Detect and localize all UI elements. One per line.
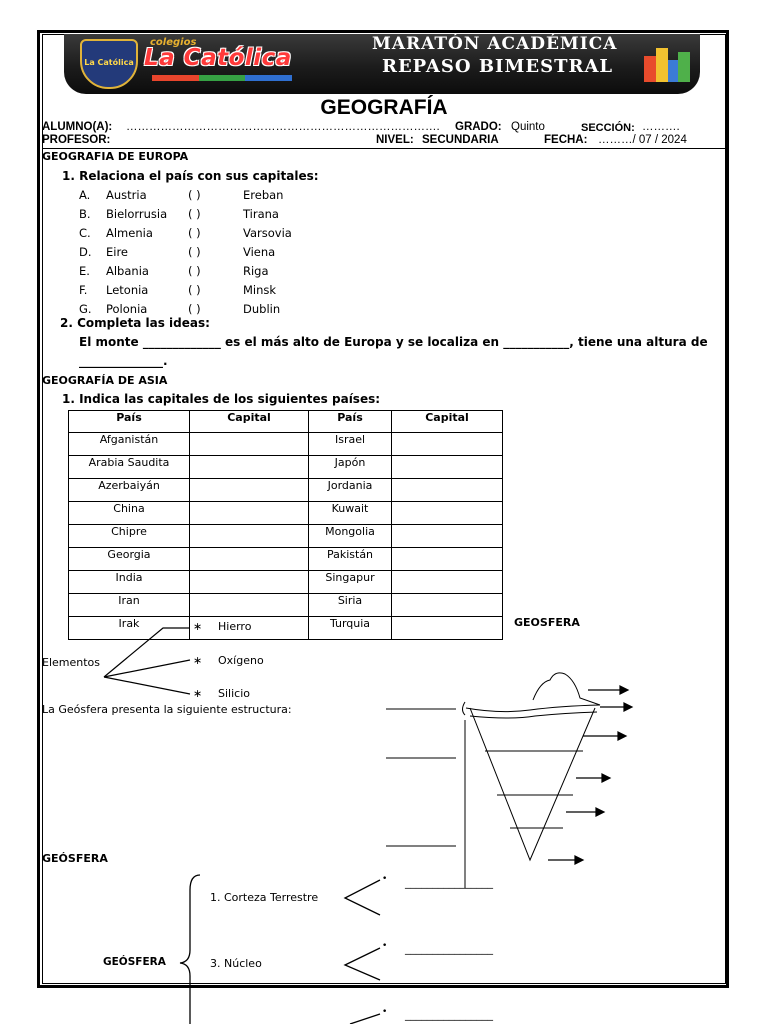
list-item-capital: Riga xyxy=(243,264,269,278)
header-banner xyxy=(64,34,700,94)
col-capital-1: Capital xyxy=(190,411,309,433)
alumno-label: ALUMNO(A): xyxy=(42,121,113,133)
bullet-icon: ∗ xyxy=(193,620,203,633)
country-cell: Mongolia xyxy=(309,525,392,548)
asia-q1: 1. Indica las capitales de los siguientes países: xyxy=(62,392,381,406)
country-cell: Chipre xyxy=(69,525,190,548)
capital-cell[interactable] xyxy=(392,548,503,571)
list-item-paren: ( ) xyxy=(188,226,201,240)
europa-q2-blank: ______________. xyxy=(79,354,168,368)
country-cell: Japón xyxy=(309,456,392,479)
col-capital-2: Capital xyxy=(392,411,503,433)
capital-cell[interactable] xyxy=(190,571,309,594)
list-item-letter: B. xyxy=(79,207,91,221)
table-row xyxy=(69,479,503,502)
list-item-paren: ( ) xyxy=(188,302,201,316)
country-cell: Azerbaiyán xyxy=(69,479,190,502)
elemento-oxigeno: Oxígeno xyxy=(218,654,264,667)
list-item-country: Polonia xyxy=(106,302,148,316)
list-item-paren: ( ) xyxy=(188,245,201,259)
level-inicial xyxy=(152,75,199,81)
subject-title: GEOGRAFÍA xyxy=(320,96,448,119)
dot-icon: • xyxy=(382,874,388,884)
europa-heading: GEOGRAFIA DE EUROPA xyxy=(42,150,189,163)
geosfera-heading-right: GEOSFERA xyxy=(514,616,580,629)
col-pais-1: País xyxy=(69,411,190,433)
country-cell: Jordania xyxy=(309,479,392,502)
country-cell: Arabia Saudita xyxy=(69,456,190,479)
seccion-label: SECCIÓN: xyxy=(581,122,635,134)
colegios-label: colegios xyxy=(150,37,197,48)
school-shield-logo xyxy=(80,39,138,89)
asia-heading: GEOGRAFÍA DE ASIA xyxy=(42,374,168,387)
table-row xyxy=(69,433,503,456)
capital-cell[interactable] xyxy=(190,479,309,502)
fecha-label: FECHA: xyxy=(544,134,588,146)
elemento-silicio: Silicio xyxy=(218,687,250,700)
info-divider xyxy=(42,148,726,149)
capital-cell[interactable] xyxy=(190,594,309,617)
geosfera-heading: GEÓSFERA xyxy=(42,852,108,865)
level-primaria xyxy=(199,75,246,81)
list-item-capital: Minsk xyxy=(243,283,277,297)
europa-q2-text: El monte _____________ es el más alto de Europa y se localiza en ___________, tiene una altura de xyxy=(79,335,708,349)
capital-cell[interactable] xyxy=(392,502,503,525)
table-row xyxy=(69,571,503,594)
dot-icon: • xyxy=(382,1007,388,1017)
list-item-country: Albania xyxy=(106,264,149,278)
grado-value: Quinto xyxy=(511,121,545,133)
capitals-table xyxy=(68,410,503,640)
list-item-paren: ( ) xyxy=(188,264,201,278)
bullet-icon: ∗ xyxy=(193,687,203,700)
list-item-capital: Viena xyxy=(243,245,276,259)
grado-label: GRADO: xyxy=(455,121,502,133)
list-item-letter: D. xyxy=(79,245,92,259)
nivel-label: NIVEL: xyxy=(376,134,414,146)
list-item-letter: A. xyxy=(79,188,91,202)
list-item-capital: Tirana xyxy=(243,207,279,221)
list-item-paren: ( ) xyxy=(188,283,201,297)
nivel-value: SECUNDARIA xyxy=(422,134,499,146)
capital-cell[interactable] xyxy=(190,433,309,456)
country-cell: Iran xyxy=(69,594,190,617)
brace-label: GEÓSFERA xyxy=(103,956,166,968)
list-item-paren: ( ) xyxy=(188,188,201,202)
list-item-letter: G. xyxy=(79,302,92,316)
table-row xyxy=(69,502,503,525)
country-cell: Israel xyxy=(309,433,392,456)
brand-name: La Católica xyxy=(144,45,292,71)
capital-cell[interactable] xyxy=(392,571,503,594)
table-row xyxy=(69,594,503,617)
capital-cell[interactable] xyxy=(190,548,309,571)
estructura-text: La Geósfera presenta la siguiente estructura: xyxy=(42,703,292,716)
country-cell: Irak xyxy=(69,617,190,640)
capitals-table-body xyxy=(69,433,503,640)
country-cell: Siria xyxy=(309,594,392,617)
country-cell: Georgia xyxy=(69,548,190,571)
seccion-value: ………. xyxy=(642,121,680,133)
capital-cell[interactable] xyxy=(190,525,309,548)
capital-cell[interactable] xyxy=(392,594,503,617)
europa-q1: 1. Relaciona el país con sus capitales: xyxy=(62,169,319,183)
list-item-country: Letonia xyxy=(106,283,149,297)
banner-title-1: MARATÓN ACADÉMICA xyxy=(372,34,618,54)
blank-line: ________________ xyxy=(405,942,493,955)
capital-cell[interactable] xyxy=(190,456,309,479)
capital-cell[interactable] xyxy=(392,479,503,502)
country-cell: Singapur xyxy=(309,571,392,594)
list-item-letter: F. xyxy=(79,283,88,297)
alumno-value: ………………………………………………………………………. xyxy=(126,121,440,133)
country-cell: Kuwait xyxy=(309,502,392,525)
list-item-capital: Dublin xyxy=(243,302,281,316)
list-item-country: Bielorrusia xyxy=(106,207,168,221)
layer-corteza: 1. Corteza Terrestre xyxy=(210,891,319,904)
level-secundaria xyxy=(245,75,292,81)
country-cell: China xyxy=(69,502,190,525)
shield-text: La Católica xyxy=(84,58,134,67)
list-item-letter: E. xyxy=(79,264,90,278)
levels-bar xyxy=(152,75,292,81)
list-item-country: Austria xyxy=(106,188,147,202)
elementos-label: Elementos xyxy=(42,656,101,669)
bullet-icon: ∗ xyxy=(193,654,203,667)
table-row xyxy=(69,456,503,479)
country-cell: India xyxy=(69,571,190,594)
blank-line: ________________ xyxy=(405,876,493,889)
list-item-capital: Varsovia xyxy=(243,226,292,240)
table-row xyxy=(69,548,503,571)
list-item-country: Almenia xyxy=(106,226,153,240)
elemento-hierro: Hierro xyxy=(218,620,252,633)
list-item-paren: ( ) xyxy=(188,207,201,221)
dot-icon: • xyxy=(382,941,388,951)
books-icon xyxy=(644,42,690,82)
profesor-label: PROFESOR: xyxy=(42,134,111,146)
table-row xyxy=(69,525,503,548)
europa-q2: 2. Completa las ideas: xyxy=(60,316,210,330)
list-item-letter: C. xyxy=(79,226,91,240)
capital-cell[interactable] xyxy=(392,525,503,548)
capital-cell[interactable] xyxy=(392,433,503,456)
country-cell: Afganistán xyxy=(69,433,190,456)
capital-cell[interactable] xyxy=(392,456,503,479)
country-cell: Turquia xyxy=(309,617,392,640)
fecha-value: ………/ 07 / 2024 xyxy=(598,134,687,146)
blank-line: ________________ xyxy=(405,1008,493,1021)
list-item-capital: Ereban xyxy=(243,188,284,202)
banner-title-2: REPASO BIMESTRAL xyxy=(382,56,614,77)
col-pais-2: País xyxy=(309,411,392,433)
capital-cell[interactable] xyxy=(190,502,309,525)
list-item-country: Eire xyxy=(106,245,129,259)
country-cell: Pakistán xyxy=(309,548,392,571)
layer-nucleo: 3. Núcleo xyxy=(210,957,262,970)
